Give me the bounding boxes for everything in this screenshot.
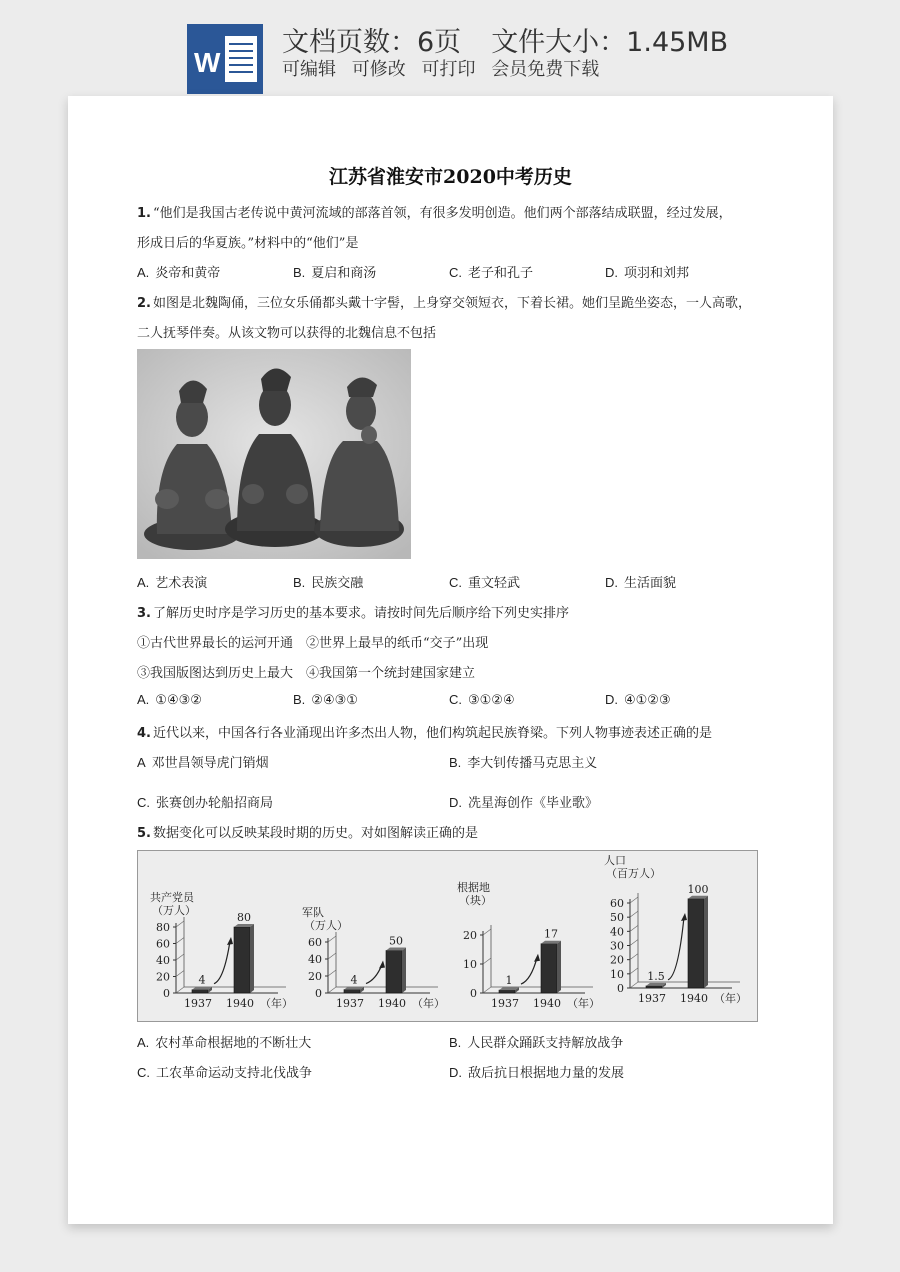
chart-2-tick-label-1: 0 [315,987,322,1000]
word-document-icon [185,22,265,96]
chart-4-ylabel-2: （百万人） [606,867,661,880]
feature-list [282,55,609,81]
chart-4-x-unit: （年） [714,992,747,1005]
chart-2-grid-diag-1 [328,987,336,993]
chart-4-tick-label-7: 60 [610,897,624,910]
chart-2-bar-1940 [386,951,402,994]
chart-4-ylabel-1: 人口 [604,854,626,867]
chart-4-bar-side-1940 [704,896,708,988]
question-1-text [137,202,732,221]
question-1-option-c: C. 老子和孔子 [449,265,534,281]
chart-1-data-label-1937: 4 [198,973,206,987]
chart-3-bar-1937 [499,990,515,993]
chart-3-tick-label-2: 10 [463,958,477,971]
question-5-option-b: B. 人民群众踊跃支持解放战争 [449,1035,624,1051]
chart-3-data-label-1937: 1 [505,974,513,988]
question-4-option-b: B. 李大钊传播马克思主义 [449,755,598,771]
question-2-option-d: D. 生活面貌 [605,575,677,591]
question-4-option-d: D. 冼星海创作《毕业歌》 [449,795,599,811]
chart-1-tick-label-2: 20 [156,970,170,984]
chart-3-grid-diag-1 [483,987,491,993]
chart-4-growth-arrow [668,917,684,980]
chart-4-bar-1940 [688,899,704,988]
chart-2-grid-diag-4 [328,936,336,942]
chart-1-growth-arrow-head [227,937,233,945]
chart-1-tick-label-4: 60 [156,937,170,951]
chart-2-bar-1937 [344,990,360,993]
chart-4-grid-diag-5 [630,925,638,931]
chart-4-grid-diag-3 [630,954,638,960]
question-3-option-b: B. ②④③① [293,692,358,708]
chart-4-grid-diag-7 [630,897,638,903]
question-3-number: 3. [137,606,151,621]
file-size: 文件大小：1.45MB [491,27,729,58]
question-4-line-1: 近代以来，中国各行各业涌现出许多杰出人物，他们构筑起民族脊梁。下列人物事迹表述正确的是 [152,726,712,741]
chart-4-grid-diag-1 [630,982,638,988]
chart-2-data-label-1940: 50 [389,934,403,948]
word-logo-letter: W [194,47,221,78]
chart-1-tick-label-5: 80 [156,921,170,934]
question-5-number: 5. [137,826,151,841]
question-1-line-2: 形成日后的华夏族。”材料中的“他们”是 [137,236,359,251]
chart-2-category-1937: 1937 [336,997,364,1010]
question-1-number: 1. [137,206,151,221]
question-4-text [137,722,712,741]
question-5-line-1: 数据变化可以反映某段时期的历史。对如图解读正确的是 [152,826,478,841]
chart-4-bar-1937 [646,986,662,988]
question-1-line-1: “他们是我国古老传说中黄河流域的部落首领，有很多发明创造。他们两个部落结成联盟，经过发展， [152,206,732,221]
question-3-option-a: A. ①④③② [137,692,202,708]
chart-1-tick-label-1: 0 [163,987,170,1000]
question-2-option-c: C. 重文轻武 [449,575,521,591]
northern-wei-pottery-figurines-photo [137,349,411,559]
question-5-option-d: D. 敌后抗日根据地力量的发展 [449,1065,625,1081]
chart-3-growth-arrow [521,958,537,984]
file-info [282,20,728,59]
chart-3-data-label-1940: 17 [544,927,558,941]
chart-2-ylabel-1: 军队 [302,906,324,919]
chart-1-bar-1940 [234,927,250,993]
chart-4-tick-label-1: 0 [617,982,624,995]
feature-modifiable: 可修改 [351,59,406,80]
download-banner [0,0,900,100]
question-4-option-c: C. 张赛创办轮船招商局 [137,795,274,811]
chart-4-tick-label-5: 40 [610,925,624,939]
chart-1-bar-side-1940 [250,924,254,993]
chart-1-x-unit: （年） [260,997,293,1010]
chart-3-tick-label-3: 20 [463,929,477,942]
question-3-text [137,602,569,621]
chart-1-tick-label-3: 40 [156,954,170,967]
chart-1-category-1940: 1940 [226,997,254,1010]
chart-2-tick-label-4: 60 [308,936,322,949]
question-4-option-a: A 邓世昌领导虎门销烟 [137,755,269,771]
question-1-option-d: D. 项羽和刘邦 [605,265,690,281]
question-3-option-d: D. ④①②③ [605,692,671,708]
chart-1-category-1937: 1937 [184,997,212,1010]
chart-2-grid-diag-2 [328,970,336,976]
chart-2-grid-diag-3 [328,953,336,959]
chart-1-data-label-1940: 80 [237,911,251,924]
charts-svg [138,851,757,1021]
chart-2-tick-label-3: 40 [308,953,322,966]
chart-3-growth-arrow-head [534,954,540,962]
chart-4-category-1937: 1937 [638,992,666,1005]
chart-1-grid-diag-1 [176,987,184,993]
question-2-line-1: 如图是北魏陶俑，三位女乐俑都头戴十字髻，上身穿交领短衣，下着长裙。她们呈跪坐姿态，一人高歌， [152,296,751,311]
chart-2-x-unit: （年） [412,997,445,1010]
chart-4-grid-diag-6 [630,911,638,917]
question-2-option-b: B. 民族交融 [293,575,364,591]
chart-2-category-1940: 1940 [378,997,406,1010]
chart-2-data-label-1937: 4 [350,973,358,987]
question-5-option-a: A. 农村革命根据地的不断壮大 [137,1035,312,1051]
feature-editable: 可编辑 [282,59,336,80]
chart-3-x-unit: （年） [567,997,600,1010]
chart-1-grid-diag-3 [176,954,184,960]
chart-4-grid-diag-2 [630,968,638,974]
question-2-number: 2. [137,296,151,311]
chart-1-grid-diag-4 [176,938,184,944]
document-title: 江苏省淮安市2020中考历史 [329,166,572,188]
chart-3-grid-diag-3 [483,929,491,935]
chart-3-category-1937: 1937 [491,997,519,1010]
chart-1-growth-arrow [214,941,230,984]
question-3-option-c: C. ③①②④ [449,692,515,708]
growth-bar-charts [137,850,758,1022]
chart-1-ylabel-2: （万人） [152,904,196,917]
chart-4-tick-label-6: 50 [610,911,624,925]
chart-4-tick-label-2: 10 [610,967,624,981]
chart-2-bar-side-1940 [402,948,406,994]
chart-4-grid-diag-4 [630,940,638,946]
chart-3-bar-side-1940 [557,941,561,993]
chart-4-category-1940: 1940 [680,992,708,1005]
chart-2-tick-label-2: 20 [308,970,322,983]
document-page [68,96,833,1224]
chart-4-tick-label-4: 30 [610,939,624,953]
question-1-option-b: B. 夏启和商汤 [293,265,377,281]
question-2-line-2: 二人抚琴伴奏。从该文物可以获得的北魏信息不包括 [137,326,437,341]
chart-1-grid-diag-2 [176,971,184,977]
chart-4-data-label-1940: 100 [687,882,709,896]
question-2-text [137,292,751,311]
question-3-events-line-2: ③我国版图达到历史上最大 ④我国第一个统封建国家建立 [137,666,476,681]
chart-3-tick-label-1: 0 [470,987,477,1000]
chart-1-ylabel-1: 共产党员 [150,891,194,904]
chart-4-data-label-1937: 1.5 [647,969,665,983]
chart-2-growth-arrow-head [379,961,385,969]
chart-3-bar-1940 [541,944,557,993]
chart-1-grid-diag-5 [176,921,184,927]
question-3-events-line-1: ①古代世界最长的运河开通 ②世界上最早的纸币“交子”出现 [137,636,489,651]
chart-3-ylabel-1: 根据地 [457,881,490,894]
chart-3-category-1940: 1940 [533,997,561,1010]
chart-1-bar-1937 [192,990,208,993]
question-3-line-1: 了解历史时序是学习历史的基本要求。请按时间先后顺序给下列史实排序 [152,606,569,621]
chart-4-tick-label-3: 20 [610,953,624,967]
chart-3-ylabel-2: （块） [459,894,492,907]
page-count: 文档页数：6页 [282,27,462,58]
chart-4-growth-arrow-head [681,913,687,921]
feature-printable: 可打印 [421,59,476,80]
chart-3-grid-diag-2 [483,958,491,964]
question-5-option-c: C. 工农革命运动支持北伐战争 [137,1065,313,1081]
question-1-option-a: A. 炎帝和黄帝 [137,265,221,281]
question-5-text [137,822,478,841]
question-2-option-a: A. 艺术表演 [137,575,208,591]
feature-member-download: 会员免费下载 [491,59,600,80]
question-4-number: 4. [137,726,151,741]
chart-2-ylabel-2: （万人） [304,919,348,932]
